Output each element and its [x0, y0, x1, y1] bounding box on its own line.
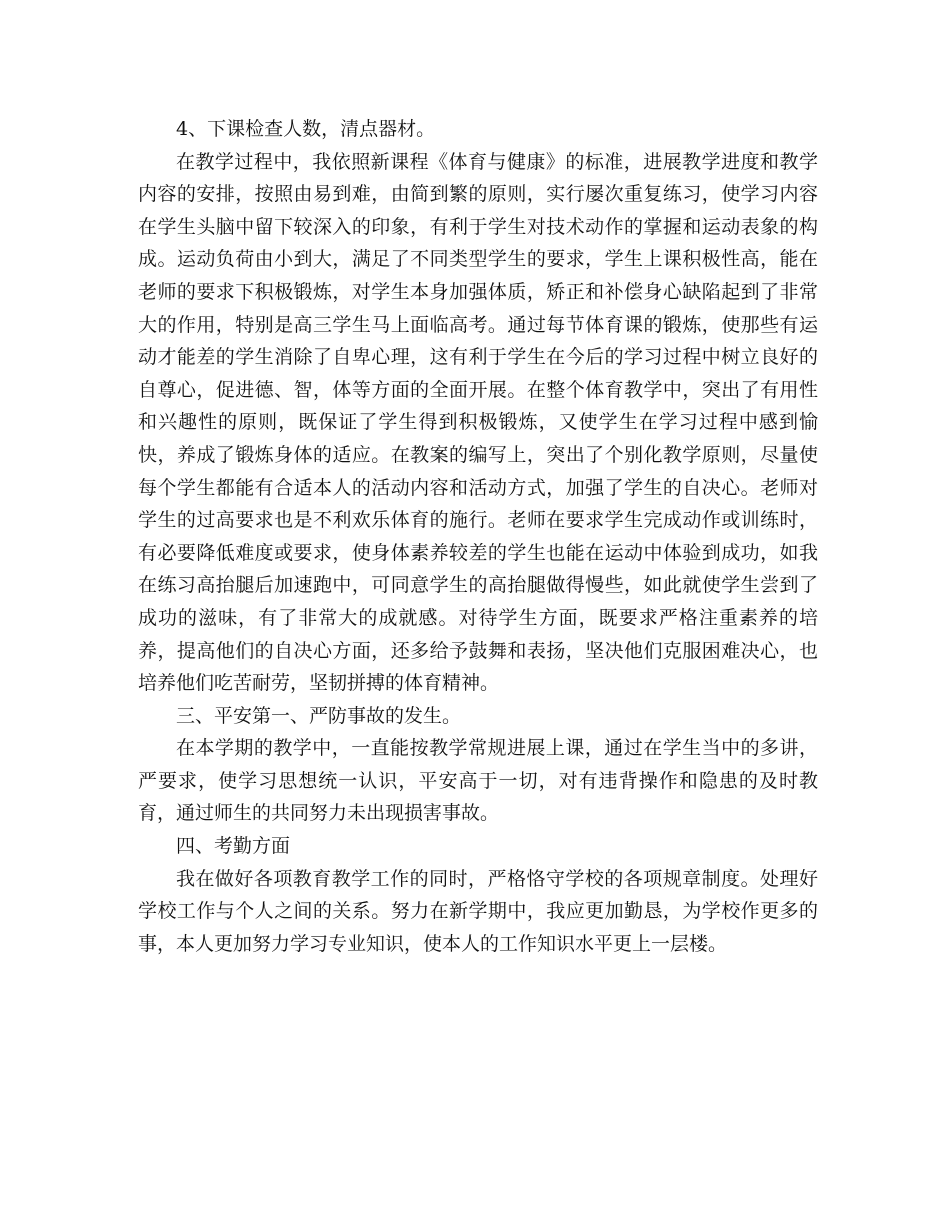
- section-heading-attendance: 四、考勤方面: [176, 835, 291, 858]
- paragraph-attendance: 我在做好各项教育教学工作的同时，严格恪守学校的各项规章制度。处理好学校工作与个人之间的关系。努力在新学期中，我应更加勤恳，为学校作更多的事，本人更加努力学习专业知识，使本人的工作知识水平更上一层楼。: [138, 867, 818, 955]
- paragraph-item-4-clean-up: 4、下课检查人数，清点器材。: [176, 118, 436, 140]
- document-body: [138, 113, 818, 960]
- paragraph-safety: 在本学期的教学中，一直能按教学常规进展上课，通过在学生当中的多讲，严要求，使学习思想统一认识，平安高于一切，对有违背操作和隐患的及时教育，通过师生的共同努力未出现损害事故。: [138, 737, 818, 825]
- section-heading-safety: 三、平安第一、严防事故的发生。: [176, 704, 462, 727]
- paragraph-teaching-process: 在教学过程中，我依照新课程《体育与健康》的标准，进展教学进度和教学内容的安排，按照由易到难，由简到繁的原则，实行屡次重复练习，使学习内容在学生头脑中留下较深入的印象，有利于学生对技术动作的掌握和运动表象的构成。运动负荷由小到大，满足了不同类型学生的要求，学生上课积极性高，能在老师的要求下积极锻炼，对学生本身加强体质，矫正和补偿身心缺陷起到了非常大的作用，特别是高三学生马上面临高考。通过每节体育课的锻炼，使那些有运动才能差的学生消除了自卑心理，这有利于学生在今后的学习过程中树立良好的自尊心，促进德、智，体等方面的全面开展。在整个体育教学中，突出了有用性和兴趣性的原则，既保证了学生得到积极锻炼，又使学生在学习过程中感到愉快，养成了锻炼身体的适应。在教案的编写上，突出了个别化教学原则，尽量使每个学生都能有合适本人的活动内容和活动方式，加强了学生的自决心。老师对学生的过高要求也是不利欢乐体育的施行。老师在要求学生完成动作或训练时，有必要降低难度或要求，使身体素养较差的学生也能在运动中体验到成功，如我在练习高抬腿后加速跑中，可同意学生的高抬腿做得慢些，如此就使学生尝到了成功的滋味，有了非常大的成就感。对待学生方面，既要求严格注重素养的培养，提高他们的自决心方面，还多给予鼓舞和表扬，坚决他们克服困难决心，也培养他们吃苦耐劳，坚韧拼搏的体育精神。: [138, 150, 818, 695]
